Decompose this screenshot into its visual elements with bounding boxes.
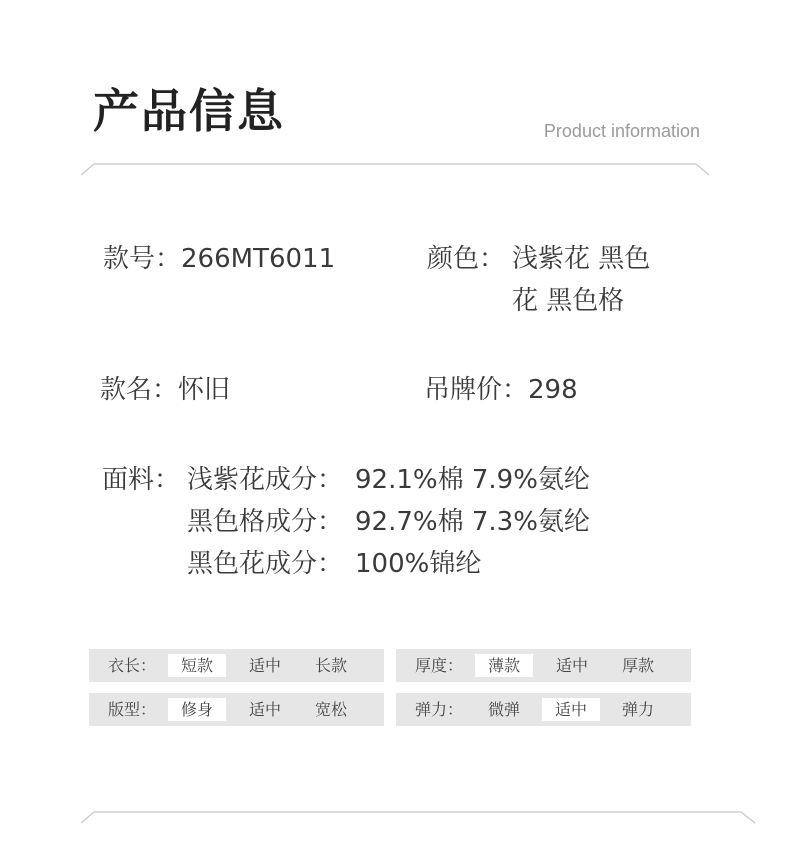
style-name-label: 款名： — [100, 375, 179, 405]
attr-length-option-short: 短款 — [168, 654, 226, 677]
style-number — [103, 246, 335, 272]
style-name — [100, 377, 230, 403]
fabric-line-3-name: 黑色花成分： — [187, 549, 344, 579]
attr-thickness-label: 厚度： — [415, 656, 464, 675]
tag-price-label: 吊牌价： — [424, 375, 529, 405]
attr-stretch-bar — [396, 693, 691, 726]
fabric-line-3-value: 100%锦纶 — [355, 549, 482, 579]
fabric-line-2-name: 黑色格成分： — [187, 507, 344, 537]
attr-thickness-option-thin: 薄款 — [475, 654, 533, 677]
attr-stretch-option-stretchy: 弹力 — [621, 700, 654, 719]
style-number-label: 款号： — [103, 244, 182, 274]
attr-fit-label: 版型： — [108, 700, 157, 719]
fabric-line-1-name: 浅紫花成分： — [187, 465, 344, 495]
attr-thickness-option-thick: 厚款 — [621, 656, 654, 675]
color-label: 颜色： — [427, 244, 506, 274]
attr-fit-bar — [89, 693, 384, 726]
fabric-line-1-value: 92.1%棉 7.9%氨纶 — [355, 465, 590, 495]
attr-length-label: 衣长： — [108, 656, 157, 675]
attr-thickness-bar — [396, 649, 691, 682]
color-value-line1: 浅紫花 黑色 — [512, 244, 651, 274]
attr-stretch-label: 弹力： — [415, 700, 464, 719]
attr-length-bar — [89, 649, 384, 682]
color-value-line2: 花 黑色格 — [512, 286, 625, 316]
attr-fit-option-regular: 适中 — [248, 700, 281, 719]
attr-fit-option-loose: 宽松 — [314, 700, 347, 719]
attr-stretch-option-medium: 适中 — [542, 698, 600, 721]
style-number-value: 266MT6011 — [181, 244, 336, 274]
footer-divider — [0, 804, 790, 824]
attr-fit-option-slim: 修身 — [168, 698, 226, 721]
tag-price-value: 298 — [528, 375, 578, 405]
attr-stretch-option-slight: 微弹 — [487, 700, 520, 719]
header-divider — [0, 156, 790, 176]
tag-price — [424, 377, 578, 403]
fabric-line-2-value: 92.7%棉 7.3%氨纶 — [355, 507, 590, 537]
attr-thickness-option-medium: 适中 — [555, 656, 588, 675]
page-subtitle: Product information — [543, 121, 700, 141]
attr-length-option-long: 长款 — [314, 656, 347, 675]
attr-length-option-medium: 适中 — [248, 656, 281, 675]
fabric-label: 面料： — [102, 465, 181, 495]
style-name-value: 怀旧 — [178, 375, 231, 405]
page-title: 产品信息 — [93, 84, 285, 138]
